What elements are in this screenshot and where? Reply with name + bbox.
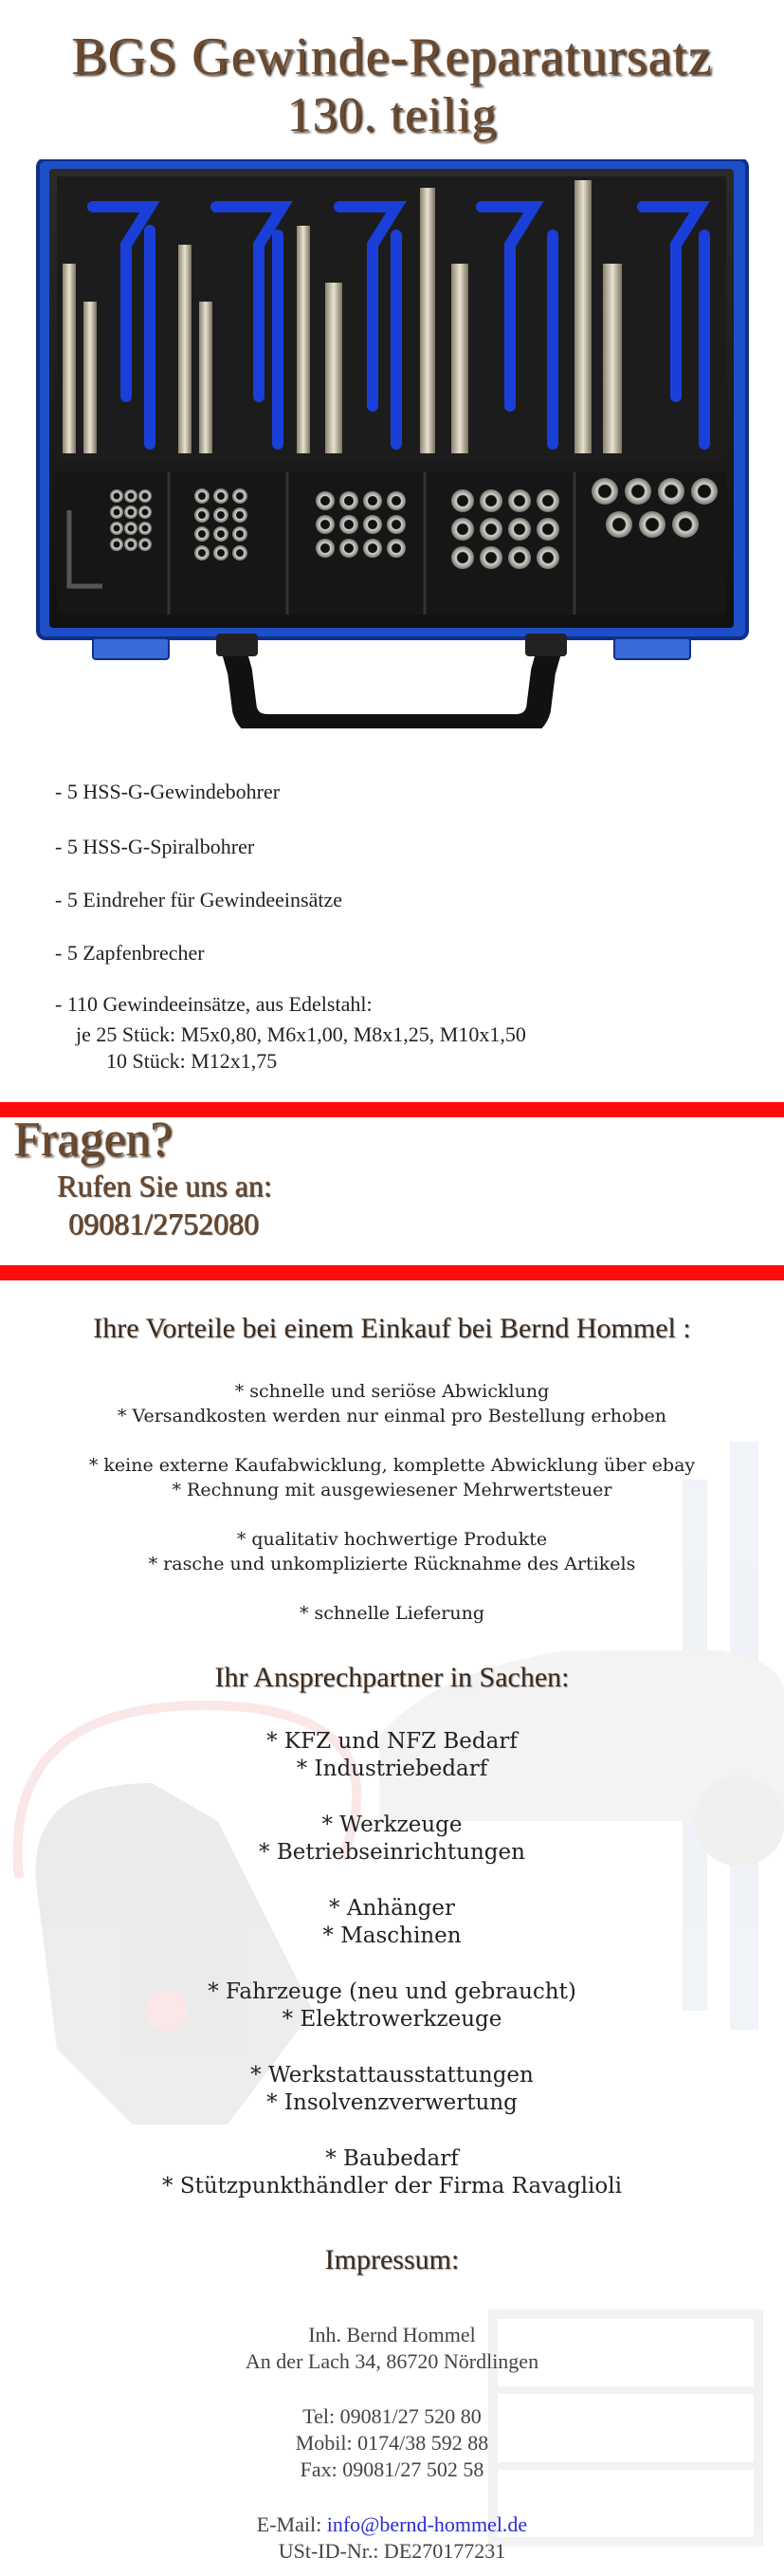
partner-item: * Maschinen	[322, 1923, 462, 1948]
product-image	[36, 159, 749, 728]
partner-item: * KFZ und NFZ Bedarf	[266, 1729, 518, 1754]
impressum-ustid: USt-ID-Nr.: DE270177231	[278, 2539, 506, 2563]
advantage-item: * keine externe Kaufabwicklung, komplette Abwicklung über ebay	[88, 1455, 696, 1476]
partner-item: * Industriebedarf	[296, 1757, 488, 1781]
impressum-mobil: Mobil: 0174/38 592 88	[295, 2431, 489, 2455]
feature-item: - 5 Eindreher für Gewindeeinsätze	[55, 888, 342, 911]
questions-heading: Fragen?	[13, 1113, 173, 1167]
feature-item: - 5 HSS-G-Spiralbohrer	[55, 835, 255, 858]
feature-item-detail: je 25 Stück: M5x0,80, M6x1,00, M8x1,25, M10x1,50	[76, 1022, 526, 1046]
call-us-label: Rufen Sie uns an:	[57, 1168, 272, 1203]
impressum-email-row	[0, 2512, 784, 2538]
partner-heading: Ihr Ansprechpartner in Sachen:	[214, 1662, 570, 1693]
email-link[interactable]: info@bernd-hommel.de	[326, 2512, 528, 2536]
partner-item: * Betriebseinrichtungen	[259, 1840, 525, 1865]
partner-item: * Anhänger	[329, 1896, 455, 1921]
advantage-item: * Versandkosten werden nur einmal pro Bestellung erhoben	[117, 1406, 667, 1426]
partner-item: * Werkstattausstattungen	[250, 2063, 534, 2088]
email-label: E-Mail:	[256, 2512, 327, 2536]
partner-item: * Elektrowerkzeuge	[282, 2007, 502, 2032]
advantage-item: * Rechnung mit ausgewiesener Mehrwertsteuer	[172, 1480, 612, 1500]
impressum-tel: Tel: 09081/27 520 80	[302, 2404, 482, 2428]
impressum-owner: Inh. Bernd Hommel	[308, 2323, 476, 2346]
contact-phone: 09081/2752080	[68, 1206, 259, 1241]
advantages-heading: Ihre Vorteile bei einem Einkauf bei Bernd Hommel :	[93, 1313, 691, 1344]
advantage-item: * rasche und unkomplizierte Rücknahme des Artikels	[148, 1554, 636, 1574]
feature-item: - 110 Gewindeeinsätze, aus Edelstahl:	[55, 992, 373, 1016]
partner-item: * Stützpunkthändler der Firma Ravaglioli	[162, 2174, 622, 2199]
red-divider-bottom	[0, 1265, 784, 1280]
advantage-item: * qualitativ hochwertige Produkte	[236, 1529, 548, 1550]
feature-item: - 5 HSS-G-Gewindebohrer	[55, 780, 281, 803]
partner-item: * Baubedarf	[325, 2146, 459, 2171]
product-title: BGS Gewinde-Reparatursatz	[71, 28, 713, 86]
impressum-heading: Impressum:	[324, 2244, 460, 2275]
partner-item: * Werkzeuge	[321, 1812, 463, 1837]
feature-item-detail: 10 Stück: M12x1,75	[106, 1049, 278, 1073]
impressum-fax: Fax: 09081/27 502 58	[300, 2457, 484, 2481]
partner-item: * Fahrzeuge (neu und gebraucht)	[208, 1979, 576, 2004]
advantage-item: * schnelle Lieferung	[299, 1603, 485, 1624]
product-subtitle: 130. teilig	[286, 88, 498, 142]
impressum-address: An der Lach 34, 86720 Nördlingen	[245, 2349, 539, 2373]
advantage-item: * schnelle und seriöse Abwicklung	[234, 1381, 550, 1402]
partner-item: * Insolvenzverwertung	[266, 2090, 518, 2115]
feature-item: - 5 Zapfenbrecher	[55, 941, 205, 965]
